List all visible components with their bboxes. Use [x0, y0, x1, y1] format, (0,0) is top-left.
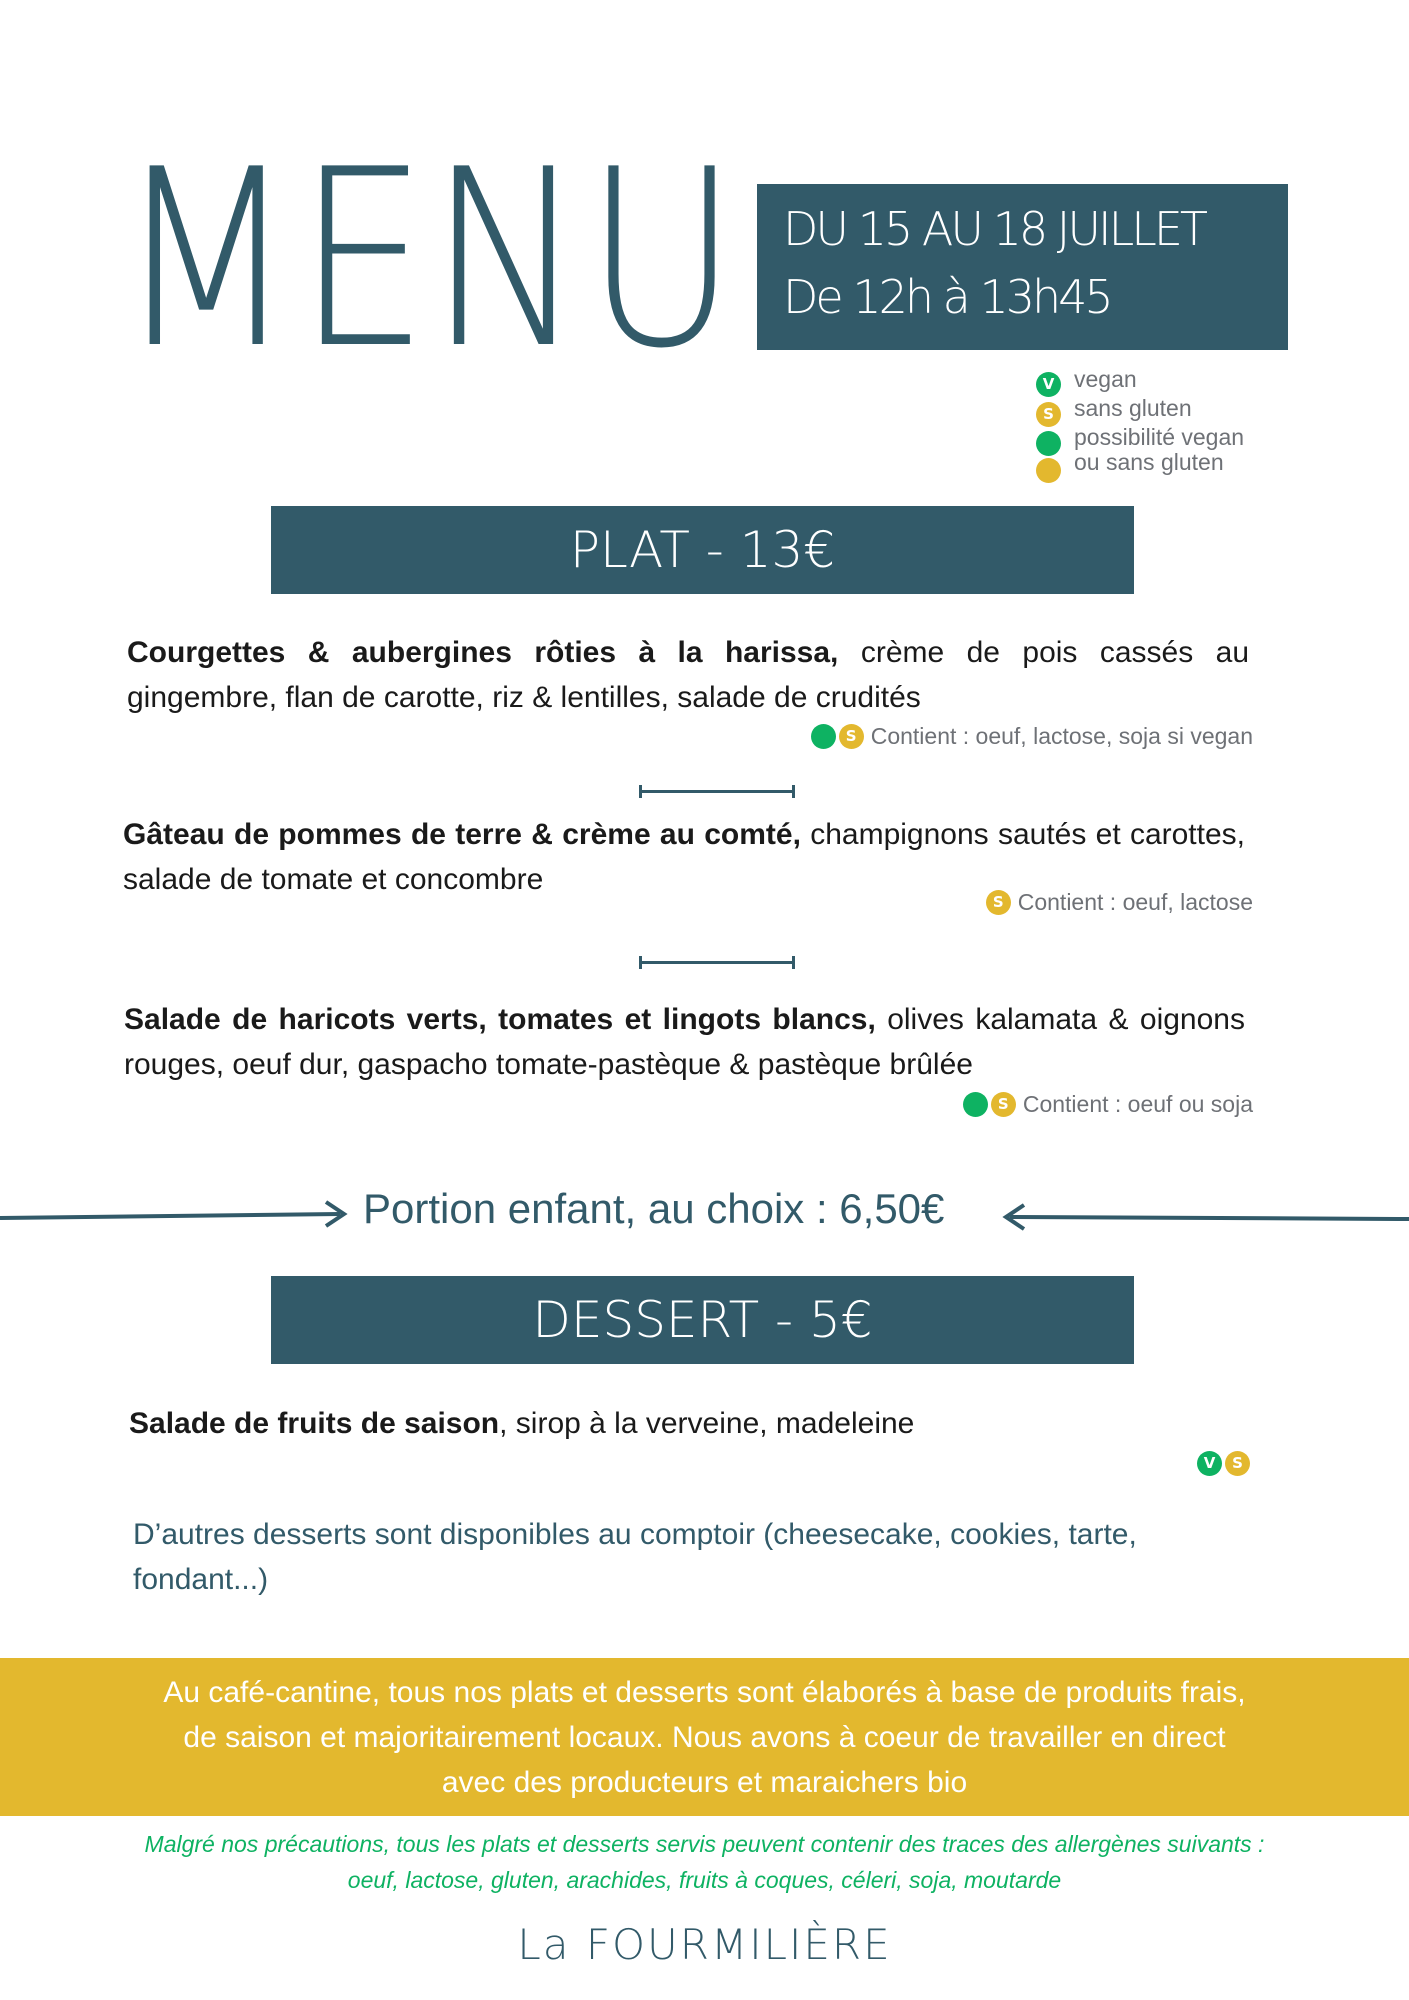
dessert-header: DESSERT - 5€ [271, 1276, 1134, 1364]
dish-1-allergens [811, 722, 1253, 750]
gluten-free-icon: S [839, 724, 864, 749]
dish-description: olives kalamata & oignons rouges, oeuf dur, gaspacho tomate-pastèque & pastèque brûlée [124, 1003, 1245, 1081]
gluten-free-icon: S [991, 1092, 1016, 1117]
legend-label: possibilité vegan [1074, 424, 1245, 450]
menu-title-text: MENU [116, 117, 738, 402]
legend-label: ou sans gluten [1074, 449, 1224, 475]
possible-vegan-icon [811, 724, 836, 749]
legend-label: sans gluten [1074, 395, 1192, 421]
vegan-icon: V [1197, 1451, 1222, 1476]
footer-line: Au café-cantine, tous nos plats et desserts sont élaborés à base de produits frais, [163, 1676, 1246, 1709]
footer-line: avec des producteurs et maraichers bio [441, 1766, 968, 1799]
dessert-dish [129, 1401, 1251, 1446]
right-arrow-icon [0, 1202, 344, 1226]
separator [639, 790, 795, 793]
dessert-allergens [1197, 1449, 1253, 1476]
dish-1 [127, 630, 1249, 720]
dish-description: , sirop à la verveine, madeleine [499, 1407, 915, 1440]
dish-name: Salade de fruits de saison [129, 1407, 500, 1440]
disclaimer-line: Malgré nos précautions, tous les plats et desserts servis peuvent contenir des traces des allergènes suivants : [144, 1831, 1265, 1857]
footer-band [0, 1658, 1409, 1816]
gluten-free-icon: S [1036, 402, 1061, 427]
brand-logo: La FOURMILIÈRE [517, 1920, 892, 1969]
opening-hours: De 12h à 13h45 [783, 270, 1111, 324]
left-arrow-icon [1006, 1205, 1409, 1229]
separator [639, 961, 795, 964]
disclaimer-line: oeuf, lactose, gluten, arachides, fruits à coques, céleri, soja, moutarde [347, 1867, 1062, 1893]
dish-3 [124, 997, 1245, 1087]
vegan-icon: V [1036, 372, 1061, 397]
allergen-disclaimer [0, 1826, 1409, 1898]
plat-header: PLAT - 13€ [271, 506, 1134, 594]
footer-text [0, 1670, 1409, 1805]
date-range: DU 15 AU 18 JUILLET [783, 202, 1206, 256]
dish-name: Salade de haricots verts, tomates et lingots blancs, [124, 1003, 876, 1036]
possible-vegan-icon [1036, 431, 1061, 456]
gluten-free-icon: S [986, 890, 1011, 915]
legend-label: vegan [1074, 366, 1137, 392]
menu-title [116, 117, 752, 402]
date-box [757, 184, 1288, 350]
footer-line: de saison et majoritairement locaux. Nous avons à coeur de travailler en direct [183, 1721, 1226, 1754]
allergen-text: Contient : oeuf, lactose, soja si vegan [870, 723, 1253, 750]
possible-gluten-free-icon [1036, 458, 1061, 483]
other-desserts-note: D’autres desserts sont disponibles au comptoir (cheesecake, cookies, tarte, fondant...) [133, 1518, 1137, 1596]
dish-description: champignons sautés et carottes, salade de tomate et concombre [123, 818, 1245, 896]
dish-description: crème de pois cassés au gingembre, flan de carotte, riz & lentilles, salade de crudités [127, 636, 1249, 714]
dish-2-allergens [986, 888, 1253, 916]
gluten-free-icon: S [1225, 1451, 1250, 1476]
possible-vegan-icon [963, 1092, 988, 1117]
allergen-text: Contient : oeuf, lactose [1017, 889, 1253, 916]
portion-enfant: Portion enfant, au choix : 6,50€ [363, 1185, 945, 1232]
allergen-text: Contient : oeuf ou soja [1022, 1091, 1253, 1118]
dish-3-allergens [963, 1090, 1253, 1118]
dish-name: Gâteau de pommes de terre & crème au comté, [123, 818, 801, 851]
dish-name: Courgettes & aubergines rôties à la harissa, [127, 636, 839, 669]
